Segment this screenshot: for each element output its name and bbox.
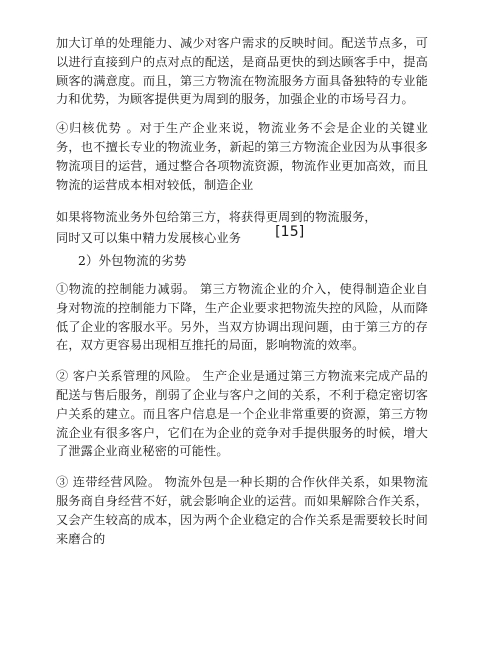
citation-reference: [15] — [275, 224, 305, 241]
paragraph-joint-operation-risk: ③ 连带经营风险。 物流外包是一种长期的合作伙伴关系，如果物流服务商自身经营不好，就会影响企业的运营。而如果解除合作关系，又会产生较高的成本，因为两个企业稳定的合作关系是需要较长时间来磨合的 — [56, 475, 428, 546]
section-heading-disadvantages: 2）外包物流的劣势 — [78, 252, 187, 268]
paragraph-core-advantage: ④归核优势 。对于生产企业来说，物流业务不会是企业的关键业务，也不擅长专业的物流业务，新起的第三方物流企业因为从事很多物流项目的运营，通过整合各项物流资源，物流作业更加高效，而且物流的运营成本相对较低，制造企业 — [56, 121, 428, 192]
document-page — [56, 34, 428, 548]
core-business-text: 同时又可以集中精力发展核心业务 — [56, 231, 242, 246]
paragraph-core-business-line — [56, 224, 428, 248]
paragraph-delivery-advantage: 加大订单的处理能力、减少对客户需求的反映时间。配送节点多，可以进行直接到户的点对点的配送，是商品更快的到达顾客手中，提高顾客的满意度。而且，第三方物流在物流服务方面具备独特的专业能力和优势，为顾客提供更为周到的服务，加强企业的市场号召力。 — [56, 36, 428, 107]
paragraph-outsourcing-benefit: 如果将物流业务外包给第三方，将获得更周到的物流服务， — [56, 210, 377, 225]
paragraph-control-weakened: ①物流的控制能力减弱。 第三方物流企业的介入，使得制造企业自身对物流的控制能力下降，生产企业要求把物流失控的风险，从而降低了企业的客服水平。另外，当双方协调出现问题，由于第三方的存在，双方更容易出现相互推托的局面，影响物流的效率。 — [56, 281, 428, 353]
paragraph-customer-relationship-risk: ② 客户关系管理的风险。 生产企业是通过第三方物流来完成产品的配送与售后服务，削弱了企业与客户之间的关系，不利于稳定密切客户关系的建立。而且客户信息是一个企业非常重要的资源，第三方物流企业有很多客户，它们在为企业的竞争对手提供服务的时候，增大了泄露企业商业秘密的可能性。 — [56, 369, 428, 459]
